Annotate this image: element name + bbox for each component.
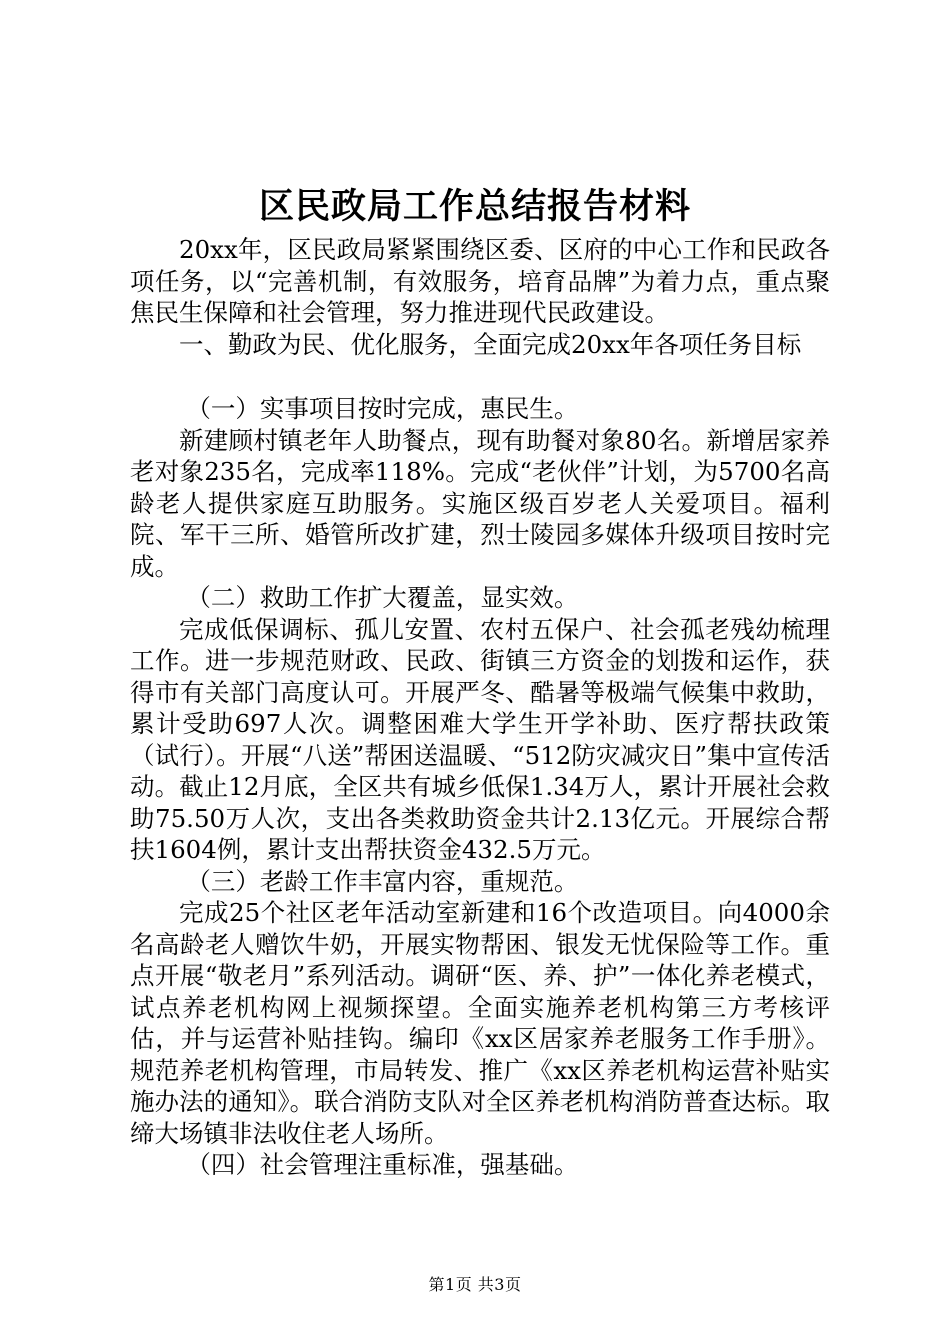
page-footer: 第1页 共3页 (428, 1275, 522, 1294)
subsection-paragraph-3: 完成25个社区老年活动室新建和16个改造项目。向4000余名高龄老人赠饮牛奶，开展实物帮困、银发无忧保险等工作。重点开展“敬老月”系列活动。调研“医、养、护”一体化养老模式，试点养老机构网上视频探望。全面实施养老机构第三方考核评估，并与运营补贴挂钩。编印《xx区居家养老服务工作手册》。规范养老机构管理，市局转发、推广《xx区养老机构运营补贴实施办法的通知》。联合消防支队对全区养老机构消防普查达标。取缔大场镇非法收住老人场所。 (130, 898, 830, 1148)
subsection-heading-2: （二）救助工作扩大覆盖，显实效。 (186, 583, 579, 612)
subsection-paragraph-2: 完成低保调标、孤儿安置、农村五保户、社会孤老残幼梳理工作。进一步规范财政、民政、街镇三方资金的划拨和运作，获得市有关部门高度认可。开展严冬、酷暑等极端气候集中救助，累计受助697人次。调整困难大学生开学补助、医疗帮扶政策（试行）。开展“八送”帮困送温暖、“512防灾减灾日”集中宣传活动。截止12月底，全区共有城乡低保1.34万人，累计开展社会救助75.50万人次，支出各类救助资金共计2.13亿元。开展综合帮扶1604例，累计支出帮扶资金432.5万元。 (130, 614, 830, 864)
section-heading-1: 一、勤政为民、优化服务，全面完成20xx年各项任务目标 (179, 329, 802, 359)
document-body (130, 234, 830, 1181)
subsection-heading-1: （一）实事项目按时完成，惠民生。 (186, 394, 579, 423)
subsection-heading-3: （三）老龄工作丰富内容，重规范。 (186, 866, 579, 896)
paragraph-spacer (130, 360, 830, 393)
intro-paragraph: 20xx年，区民政局紧紧围绕区委、区府的中心工作和民政各项任务，以“完善机制，有效服务，培育品牌”为着力点，重点聚焦民生保障和社会管理，努力推进现代民政建设。 (130, 235, 830, 327)
subsection-heading-4: （四）社会管理注重标准，强基础。 (186, 1150, 579, 1179)
subsection-paragraph-1: 新建顾村镇老年人助餐点，现有助餐对象80名。新增居家养老对象235名，完成率118%。完成“老伙伴”计划，为5700名高龄老人提供家庭互助服务。实施区级百岁老人关爱项目。福利院、军干三所、婚管所改扩建，烈士陵园多媒体升级项目按时完成。 (130, 425, 830, 581)
document-title: 区民政局工作总结报告材料 (258, 186, 691, 227)
